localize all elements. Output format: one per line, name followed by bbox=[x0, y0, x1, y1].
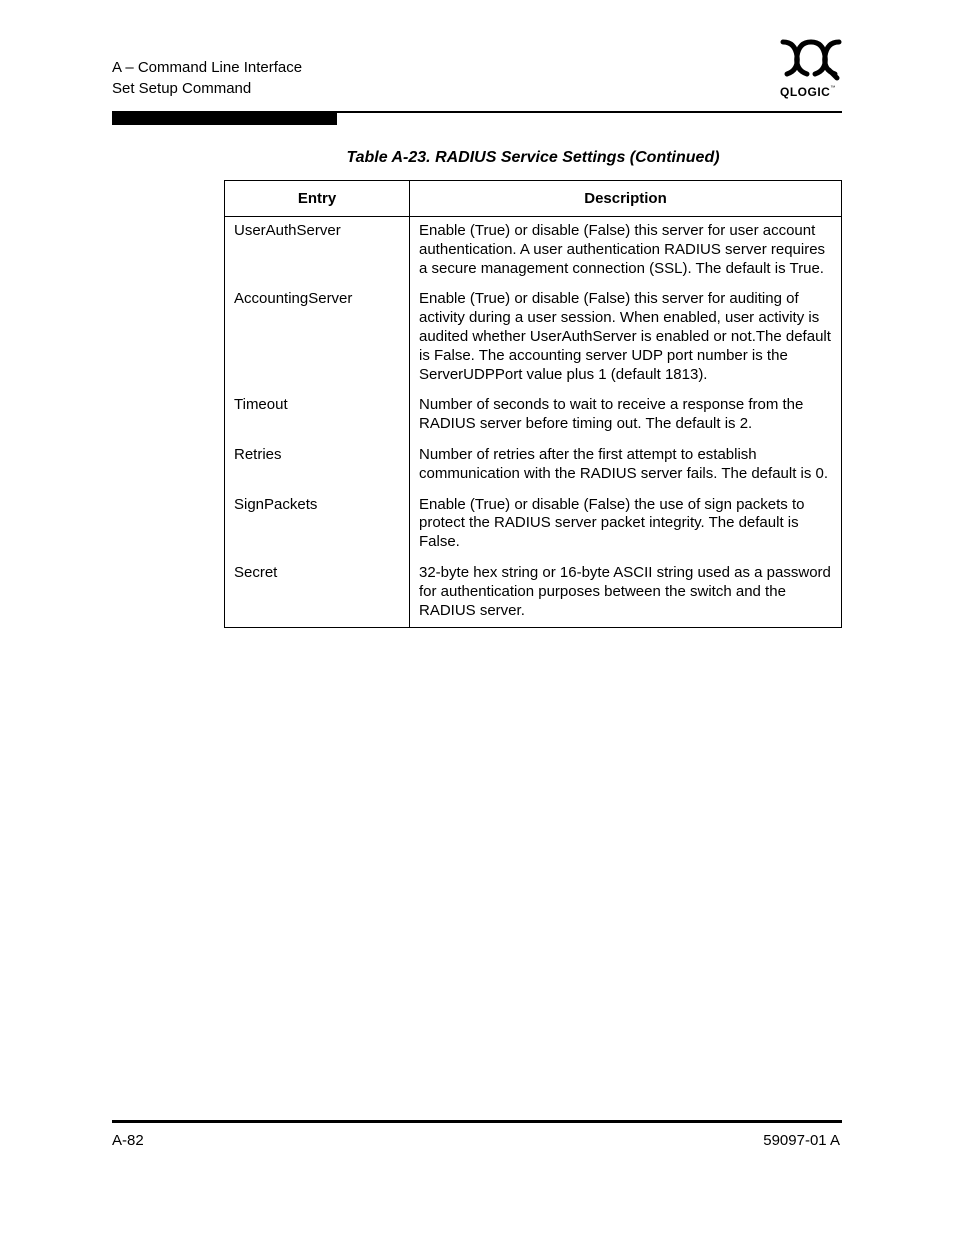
entry-cell: UserAuthServer bbox=[225, 217, 410, 285]
chapter-title: A – Command Line Interface bbox=[112, 59, 303, 76]
description-cell: Enable (True) or disable (False) this server for user account authentication. A user authentication RADIUS server requires a secure management connection (SSL). The default is True. bbox=[410, 217, 842, 285]
table-row bbox=[225, 390, 842, 440]
description-cell: 32-byte hex string or 16-byte ASCII string used as a password for authentication purposes between the switch and the RADIUS server. bbox=[410, 558, 842, 628]
qlogic-logo-text: QLOGIC™ bbox=[780, 85, 836, 99]
description-cell: Number of seconds to wait to receive a response from the RADIUS server before timing out. The default is 2. bbox=[410, 390, 842, 440]
entry-cell: Secret bbox=[225, 558, 410, 628]
footer-rule bbox=[112, 1120, 842, 1123]
table-row bbox=[225, 440, 842, 490]
description-cell: Enable (True) or disable (False) this server for auditing of activity during a user session. When enabled, user activity is audited whether UserAuthServer is enabled or not.The default is False. The accounting server UDP port number is the ServerUDPPort value plus 1 (default 1813). bbox=[410, 284, 842, 390]
table-header-row bbox=[225, 181, 842, 217]
description-cell: Enable (True) or disable (False) the use of sign packets to protect the RADIUS server packet integrity. The default is False. bbox=[410, 490, 842, 558]
table-caption: Table A-23. RADIUS Service Settings (Continued) bbox=[346, 149, 720, 166]
table-row bbox=[225, 490, 842, 558]
column-header-entry: Entry bbox=[225, 181, 410, 217]
radius-settings-table bbox=[224, 180, 842, 628]
entry-cell: Timeout bbox=[225, 390, 410, 440]
column-header-description: Description bbox=[410, 181, 842, 217]
section-title: Set Setup Command bbox=[112, 80, 252, 97]
entry-cell: Retries bbox=[225, 440, 410, 490]
entry-cell: SignPackets bbox=[225, 490, 410, 558]
description-cell: Number of retries after the first attempt to establish communication with the RADIUS server fails. The default is 0. bbox=[410, 440, 842, 490]
document-number: 59097-01 A bbox=[763, 1132, 840, 1149]
entry-cell: AccountingServer bbox=[225, 284, 410, 390]
header-text bbox=[112, 57, 302, 99]
page-number: A-82 bbox=[112, 1132, 144, 1149]
table-row bbox=[225, 217, 842, 285]
header-bar bbox=[112, 113, 337, 125]
table-row bbox=[225, 558, 842, 628]
table-row bbox=[225, 284, 842, 390]
